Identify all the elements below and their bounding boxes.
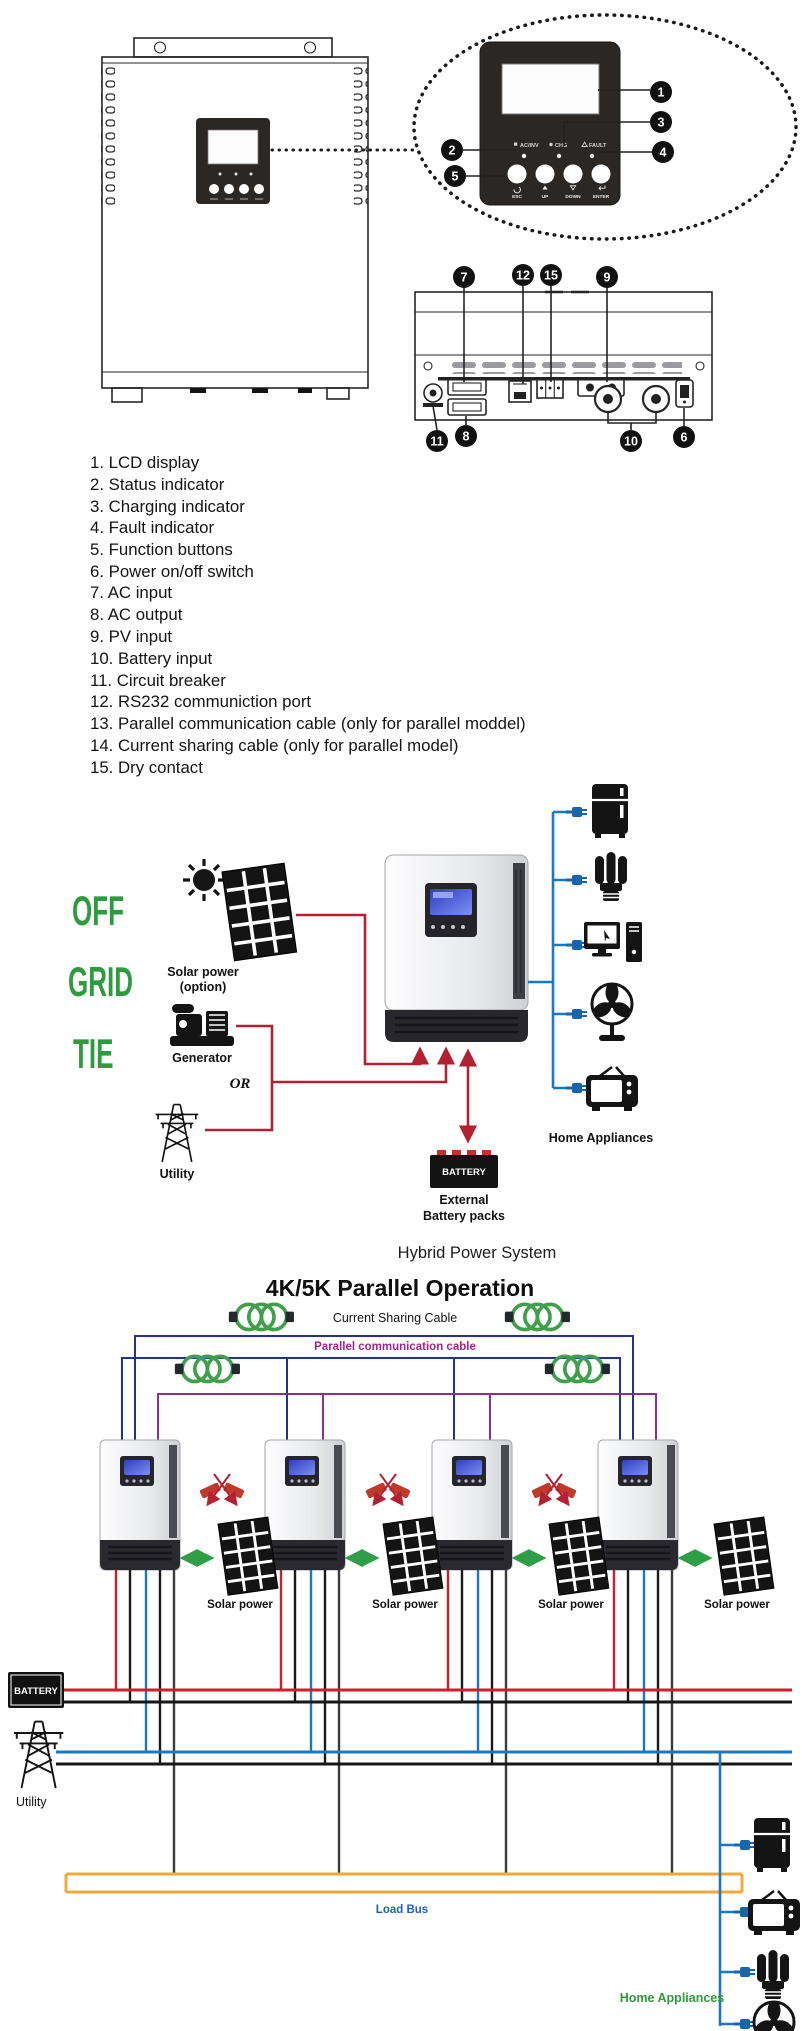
callout-buttons bbox=[444, 165, 466, 187]
mount-hole bbox=[155, 42, 166, 53]
esc-button bbox=[508, 165, 527, 184]
plug-icon bbox=[566, 875, 587, 885]
ac-input-port bbox=[448, 379, 486, 395]
external-battery-label2: Battery packs bbox=[423, 1209, 505, 1223]
svg-text:15: 15 bbox=[544, 268, 558, 283]
mode-word-off: OFF bbox=[72, 887, 125, 935]
cfl-lamp-icon bbox=[757, 1950, 789, 1999]
device-overview-section bbox=[101, 15, 796, 452]
battery-icon bbox=[8, 1672, 64, 1708]
callout-battery-input bbox=[620, 430, 642, 452]
mount-hole bbox=[305, 42, 316, 53]
battery-port bbox=[595, 386, 669, 412]
plug-icon bbox=[566, 1083, 587, 1093]
callout-fault bbox=[652, 141, 674, 163]
vent-slots bbox=[446, 358, 682, 374]
tv-icon bbox=[748, 1891, 800, 1935]
list-item: 3. Charging indicator bbox=[90, 497, 245, 516]
parallel-title: 4K/5K Parallel Operation bbox=[265, 1275, 535, 1301]
hybrid-caption: Hybrid Power System bbox=[397, 1244, 557, 1262]
ac-output-port bbox=[448, 399, 486, 415]
home-appliances-label: Home Appliances bbox=[548, 1131, 654, 1145]
list-item: 4. Fault indicator bbox=[90, 518, 215, 537]
external-battery-label: External bbox=[439, 1193, 489, 1207]
list-item: 1. LCD display bbox=[90, 453, 200, 472]
battery-icon bbox=[430, 1150, 498, 1188]
front-lcd bbox=[208, 130, 258, 164]
svg-text:6: 6 bbox=[680, 430, 688, 445]
parallel-cable-icon bbox=[365, 1474, 411, 1504]
list-item: 8. AC output bbox=[90, 605, 183, 624]
callout-circuit-breaker bbox=[426, 430, 448, 452]
front-display-panel bbox=[196, 118, 270, 204]
cable-coil-icon bbox=[505, 1304, 570, 1329]
mode-word-tie: TIE bbox=[73, 1030, 114, 1078]
button-label: DOWN bbox=[565, 195, 581, 200]
sun-icon bbox=[183, 859, 225, 901]
list-item: 12. RS232 communiction port bbox=[90, 692, 312, 711]
charging-led bbox=[557, 154, 561, 158]
plug-icon bbox=[566, 1009, 587, 1019]
callout-power-switch bbox=[673, 426, 695, 448]
ac-distribution bbox=[528, 784, 642, 1111]
list-item: 14. Current sharing cable (only for parallel model) bbox=[90, 736, 459, 755]
list-item: 10. Battery input bbox=[90, 649, 213, 668]
up-button bbox=[536, 165, 555, 184]
parts-list bbox=[90, 453, 526, 777]
list-item: 13. Parallel communication cable (only for parallel moddel) bbox=[90, 714, 526, 733]
utility-pylon-icon bbox=[14, 1722, 63, 1789]
utility-label: Utility bbox=[159, 1167, 195, 1181]
vent-fins-left bbox=[101, 66, 115, 207]
list-item: 6. Power on/off switch bbox=[90, 562, 254, 581]
inverter-image bbox=[100, 1440, 180, 1570]
solar-power-label: Solar power bbox=[538, 1599, 604, 1611]
circuit-breaker-port bbox=[423, 384, 443, 407]
callout-ac-output bbox=[455, 425, 477, 447]
cfl-lamp-icon bbox=[595, 852, 627, 901]
callout-lcd bbox=[650, 81, 672, 103]
home-appliances-label: Home Appliances bbox=[619, 1991, 725, 2005]
dry-contact-port bbox=[537, 379, 563, 398]
screw bbox=[424, 362, 432, 370]
status-indicator-icon bbox=[514, 143, 517, 146]
list-item: 2. Status indicator bbox=[90, 475, 225, 494]
utility-label: Utility bbox=[16, 1795, 47, 1809]
svg-text:11: 11 bbox=[430, 434, 444, 449]
enter-button bbox=[592, 165, 611, 184]
refrigerator-icon bbox=[592, 784, 628, 838]
svg-text:4: 4 bbox=[659, 145, 667, 160]
plug-icon bbox=[734, 1840, 755, 1850]
svg-text:3: 3 bbox=[657, 115, 665, 130]
callout-charging bbox=[650, 111, 672, 133]
list-item: 5. Function buttons bbox=[90, 540, 233, 559]
callout-rs232 bbox=[512, 264, 534, 286]
list-item: 11. Circuit breaker bbox=[90, 671, 226, 690]
battery-box-label: BATTERY bbox=[14, 1686, 58, 1697]
load-bus-label: Load Bus bbox=[375, 1904, 429, 1916]
power-switch bbox=[676, 380, 693, 407]
fan-icon bbox=[590, 983, 634, 1042]
inverter-image bbox=[265, 1440, 345, 1570]
solar-power-label: Solar power bbox=[207, 1599, 273, 1611]
plug-icon bbox=[734, 2019, 755, 2029]
svg-text:5: 5 bbox=[451, 169, 459, 184]
solar-panel-icon bbox=[549, 1517, 609, 1595]
svg-text:1: 1 bbox=[657, 85, 665, 100]
front-button bbox=[239, 184, 249, 194]
tv-icon bbox=[586, 1067, 638, 1111]
mode-word-grid: GRID bbox=[68, 958, 134, 1006]
button-label: UP bbox=[541, 195, 549, 200]
callout-pv-input bbox=[596, 266, 618, 288]
rs232-port bbox=[509, 381, 531, 402]
charging-indicator-icon bbox=[549, 143, 552, 146]
solar-panel-icon bbox=[218, 1517, 278, 1595]
inverter-image bbox=[432, 1440, 512, 1570]
fault-led bbox=[590, 154, 594, 158]
load-bus-line bbox=[66, 1874, 742, 1892]
parallel-comm-label: Parallel communication cable bbox=[314, 1341, 476, 1353]
callout-ac-input bbox=[453, 266, 475, 288]
list-item: 15. Dry contact bbox=[90, 758, 203, 777]
callout-dry-contact bbox=[540, 264, 562, 286]
solar-power-label: Solar power bbox=[372, 1599, 438, 1611]
hybrid-system-diagram bbox=[68, 784, 653, 1262]
generator-label: Generator bbox=[172, 1051, 232, 1065]
parallel-cable-icon bbox=[531, 1474, 577, 1504]
parallel-cable-icon bbox=[199, 1474, 245, 1504]
solar-option-label: (option) bbox=[179, 980, 227, 994]
svg-text:9: 9 bbox=[603, 270, 611, 285]
svg-text:2: 2 bbox=[448, 143, 456, 158]
screw bbox=[696, 362, 704, 370]
battery-box-label: BATTERY bbox=[442, 1167, 486, 1178]
indicator-label: CHG bbox=[555, 143, 568, 149]
inverter-drops bbox=[116, 1570, 672, 1874]
inverter-image bbox=[598, 1440, 678, 1570]
solar-panel-icon bbox=[222, 863, 297, 960]
plug-icon bbox=[734, 1967, 755, 1977]
status-led bbox=[522, 154, 526, 158]
svg-text:8: 8 bbox=[462, 429, 470, 444]
cable-coil-icon bbox=[229, 1304, 294, 1329]
svg-text:12: 12 bbox=[516, 268, 530, 283]
plug-icon bbox=[566, 807, 587, 817]
solar-panel-icon bbox=[714, 1517, 774, 1595]
cable-coil-icon bbox=[175, 1356, 240, 1381]
current-sharing-label: Current Sharing Cable bbox=[332, 1311, 458, 1325]
display-panel-zoom bbox=[414, 15, 796, 239]
list-item: 9. PV input bbox=[90, 627, 173, 646]
down-button bbox=[564, 165, 583, 184]
parallel-operation-diagram bbox=[8, 1275, 800, 2031]
inverter-image bbox=[385, 855, 528, 1042]
indicator-label: AC/INV bbox=[520, 143, 539, 149]
computer-icon bbox=[584, 922, 642, 962]
solar-panel-icon bbox=[383, 1517, 443, 1595]
inverter-front-view bbox=[101, 38, 415, 402]
front-button bbox=[224, 184, 234, 194]
lcd-display bbox=[502, 64, 599, 114]
button-label: ESC bbox=[512, 195, 522, 200]
utility-pylon-icon bbox=[156, 1105, 199, 1162]
bus-lines bbox=[56, 1690, 792, 1892]
fan-icon bbox=[752, 2001, 796, 2031]
cable-coil-icon bbox=[545, 1356, 610, 1381]
list-item: 7. AC input bbox=[90, 583, 173, 602]
plug-icon bbox=[566, 940, 587, 950]
generator-icon bbox=[170, 1004, 234, 1046]
refrigerator-icon bbox=[754, 1818, 790, 1872]
front-button bbox=[254, 184, 264, 194]
callout-status bbox=[441, 139, 463, 161]
or-label: OR bbox=[229, 1076, 251, 1092]
indicator-label: FAULT bbox=[589, 143, 607, 149]
solar-power-label: Solar power bbox=[704, 1599, 770, 1611]
svg-text:10: 10 bbox=[624, 434, 638, 449]
svg-text:7: 7 bbox=[460, 270, 468, 285]
vent-fins-right bbox=[354, 66, 368, 207]
inverter-bottom-view bbox=[415, 264, 712, 452]
button-label: ENTER bbox=[592, 195, 610, 200]
solar-power-label: Solar power bbox=[167, 965, 239, 979]
front-button bbox=[209, 184, 219, 194]
